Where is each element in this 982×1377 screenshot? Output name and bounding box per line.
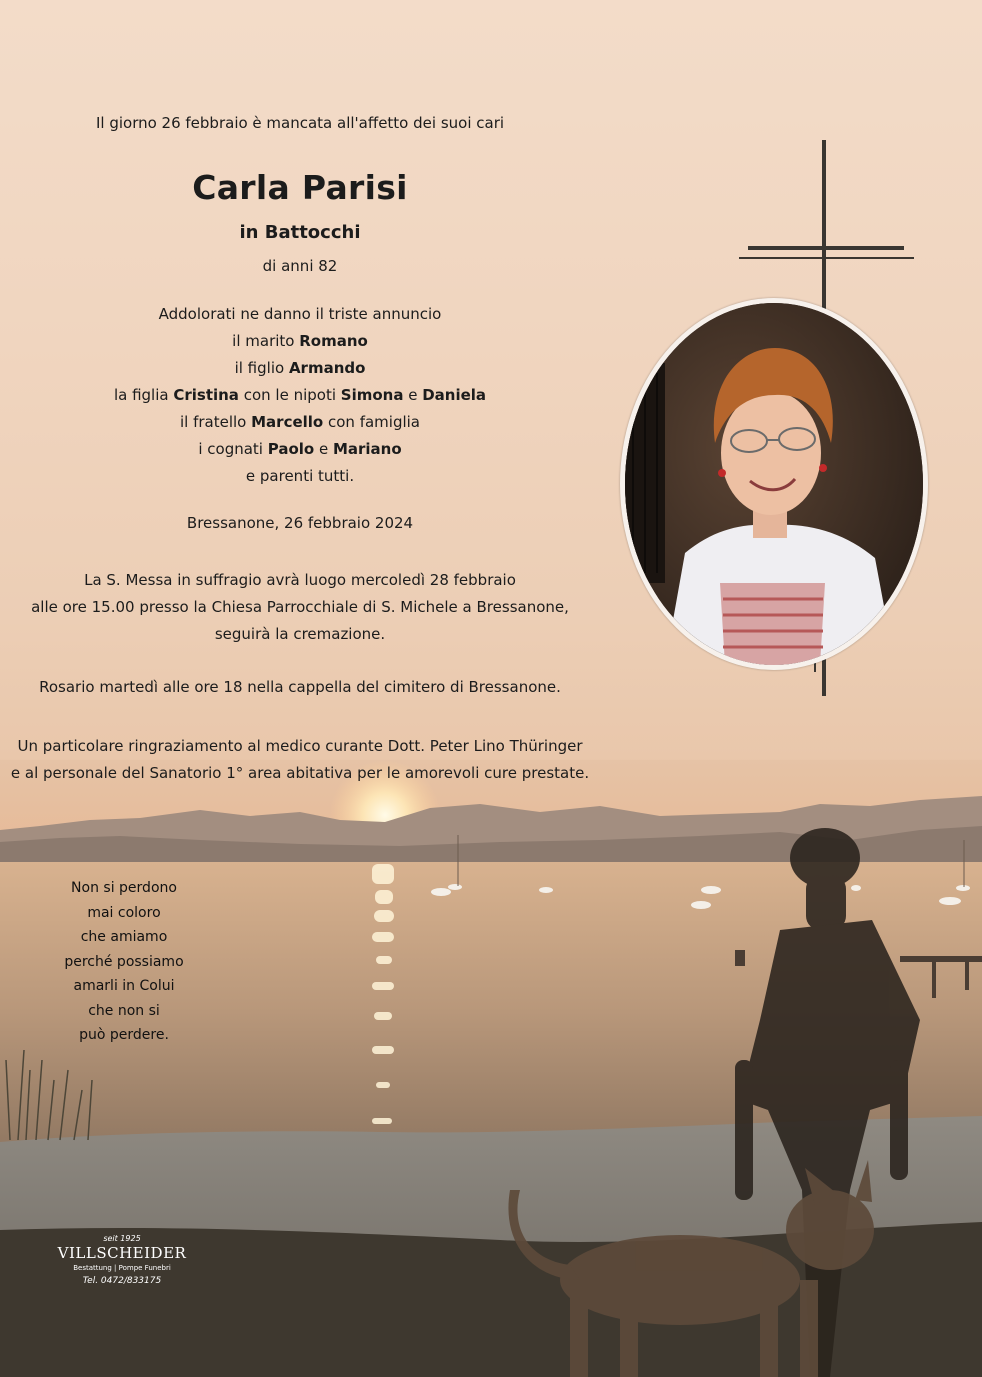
family-line: e parenti tutti. xyxy=(245,467,355,485)
rosary-info: Rosario martedì alle ore 18 nella cappella del cimitero di Bressanone. xyxy=(39,678,561,696)
family-line: il figlio Armando xyxy=(234,359,366,377)
memorial-quote: Non si perdono mai coloro che amiamo perché possiamo amarli in Colui che non si può perdere. xyxy=(64,880,184,1043)
age-line: di anni 82 xyxy=(262,257,338,275)
mass-info: La S. Messa in suffragio avrà luogo mercoledì 28 febbraio alle ore 15.00 presso la Chiesa Parrocchiale di S. Michele a Bressanone, seguirà la cremazione. xyxy=(31,571,569,643)
funeral-home-logo: seit 1925 VILLSCHEIDER Bestattung | Pompe Funebri Tel. 0472/833175 xyxy=(57,1234,187,1286)
family-announcement xyxy=(0,301,600,490)
cross-bar xyxy=(748,246,904,250)
family-line: la figlia Cristina con le nipoti Simona e Daniela xyxy=(113,386,487,404)
family-line: il marito Romano xyxy=(232,332,368,350)
married-name: in Battocchi xyxy=(239,222,361,243)
family-line: Addolorati ne danno il triste annuncio xyxy=(158,305,442,323)
place-date: Bressanone, 26 febbraio 2024 xyxy=(186,514,414,532)
deceased-name: Carla Parisi xyxy=(192,168,408,207)
intro-line: Il giorno 26 febbraio è mancata all'affetto dei suoi cari xyxy=(95,114,505,132)
thanks-note: Un particolare ringraziamento al medico curante Dott. Peter Lino Thüringer e al personale del Sanatorio 1° area abitativa per le amorevoli cure prestate. xyxy=(10,737,590,782)
portrait-photo xyxy=(620,298,928,670)
family-line: il fratello Marcello con famiglia xyxy=(179,413,421,431)
cross-accent-line xyxy=(739,257,914,259)
family-line: i cognati Paolo e Mariano xyxy=(198,440,402,458)
